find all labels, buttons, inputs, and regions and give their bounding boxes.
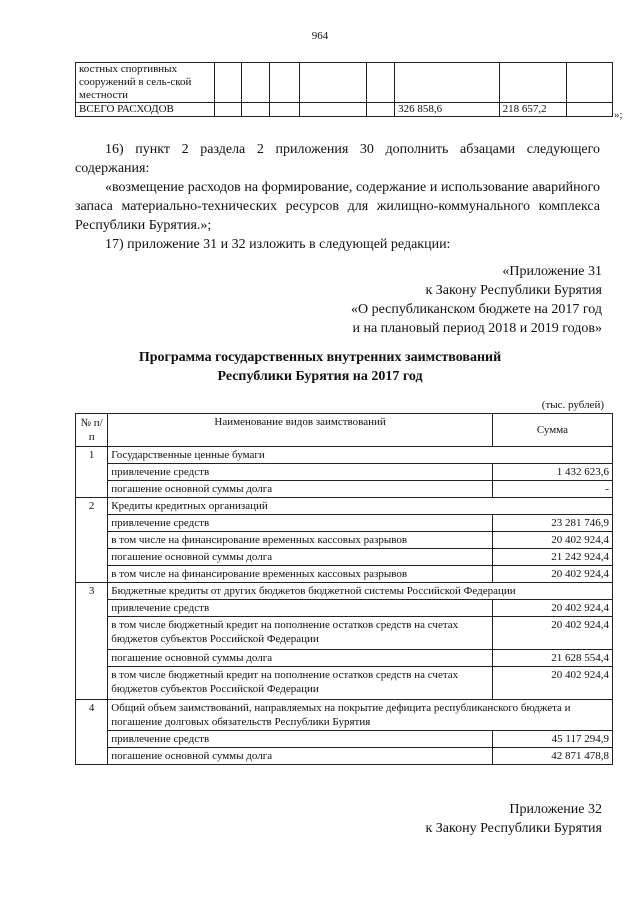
row-name: погашение основной суммы долга [108,748,493,765]
table-row [76,600,613,617]
appendix-31-line4: и на плановый период 2018 и 2019 годов» [352,321,602,336]
paragraph-16-quote: «возмещение расходов на формирование, содержание и использование аварийного запаса материально-технических ресурсов для жилищно-коммунального комплекса Республики Бурятия.»; [75,180,600,233]
row-name: в том числе на финансирование временных кассовых разрывов [108,566,493,583]
section-num: 1 [76,447,108,498]
program-title-line2: Республики Бурятия на 2017 год [217,369,423,384]
table-header-row [76,414,613,447]
row-sum: - [492,481,612,498]
table-row [76,617,613,650]
row-name: привлечение средств [108,731,493,748]
appendix-31-line2: к Закону Республики Бурятия [425,283,602,298]
section-num: 2 [76,498,108,583]
table-row [76,700,613,731]
section-title: Кредиты кредитных организаций [108,498,613,515]
row-name: погашение основной суммы долга [108,481,493,498]
paragraph-17: 17) приложение 31 и 32 изложить в следующей редакции: [105,237,451,252]
table-row [76,667,613,700]
appendix-31-line3: «О республиканском бюджете на 2017 год [351,302,602,317]
row-sum: 20 402 924,4 [492,600,612,617]
table-row [76,748,613,765]
table-row [76,583,613,600]
table-row [76,464,613,481]
table-cell-name: ВСЕГО РАСХОДОВ [76,103,215,117]
table-row [76,515,613,532]
row-name: погашение основной суммы долга [108,549,493,566]
row-name: привлечение средств [108,515,493,532]
table-cell-value: 326 858,6 [395,103,499,117]
section-title: Общий объем заимствований, направляемых на покрытие дефицита республиканского бюджета и погашение долговых обязательств Республики Бурятия [108,700,613,731]
row-name: в том числе бюджетный кредит на пополнение остатков средств на счетах бюджетов субъектов Российской Федерации [108,667,493,700]
units-label: (тыс. рублей) [541,399,604,411]
header-num: № п/п [76,414,108,447]
row-sum: 20 402 924,4 [492,617,612,650]
table-row [76,731,613,748]
row-name: привлечение средств [108,600,493,617]
expenses-table [75,62,613,117]
row-name: в том числе бюджетный кредит на пополнение остатков средств на счетах бюджетов субъектов Российской Федерации [108,617,493,650]
row-sum: 20 402 924,4 [492,667,612,700]
table-row [76,447,613,464]
program-title-line1: Программа государственных внутренних заимствований [138,350,502,365]
table-cell-value: 218 657,2 [499,103,567,117]
table-row [76,549,613,566]
row-sum: 20 402 924,4 [492,532,612,549]
table-row [76,103,613,117]
row-name: в том числе на финансирование временных кассовых разрывов [108,532,493,549]
table-row [76,566,613,583]
page-number: 964 [311,30,329,42]
section-num: 3 [76,583,108,700]
header-sum: Сумма [492,414,612,447]
appendix-32-line2: к Закону Республики Бурятия [425,821,602,836]
section-title: Государственные ценные бумаги [108,447,613,464]
table-row [76,532,613,549]
row-sum: 20 402 924,4 [492,566,612,583]
borrowings-table [75,413,613,765]
table-cell-name: костных спортивных сооружений в сель-ской местности [76,63,215,103]
section-num: 4 [76,700,108,765]
row-name: погашение основной суммы долга [108,650,493,667]
table-row [76,650,613,667]
row-sum: 21 242 924,4 [492,549,612,566]
header-name: Наименование видов заимствований [108,414,493,447]
table-row [76,63,613,103]
table-row [76,481,613,498]
row-sum: 45 117 294,9 [492,731,612,748]
section-title: Бюджетные кредиты от других бюджетов бюджетной системы Российской Федерации [108,583,613,600]
closing-quote: »; [614,109,623,121]
row-sum: 23 281 746,9 [492,515,612,532]
row-sum: 42 871 478,8 [492,748,612,765]
appendix-31-line1: «Приложение 31 [502,264,602,279]
appendix-32-line1: Приложение 32 [509,802,602,817]
row-name: привлечение средств [108,464,493,481]
row-sum: 21 628 554,4 [492,650,612,667]
row-sum: 1 432 623,6 [492,464,612,481]
table-row [76,498,613,515]
paragraph-16: 16) пункт 2 раздела 2 приложения 30 дополнить абзацами следующего содержания: [75,142,600,176]
